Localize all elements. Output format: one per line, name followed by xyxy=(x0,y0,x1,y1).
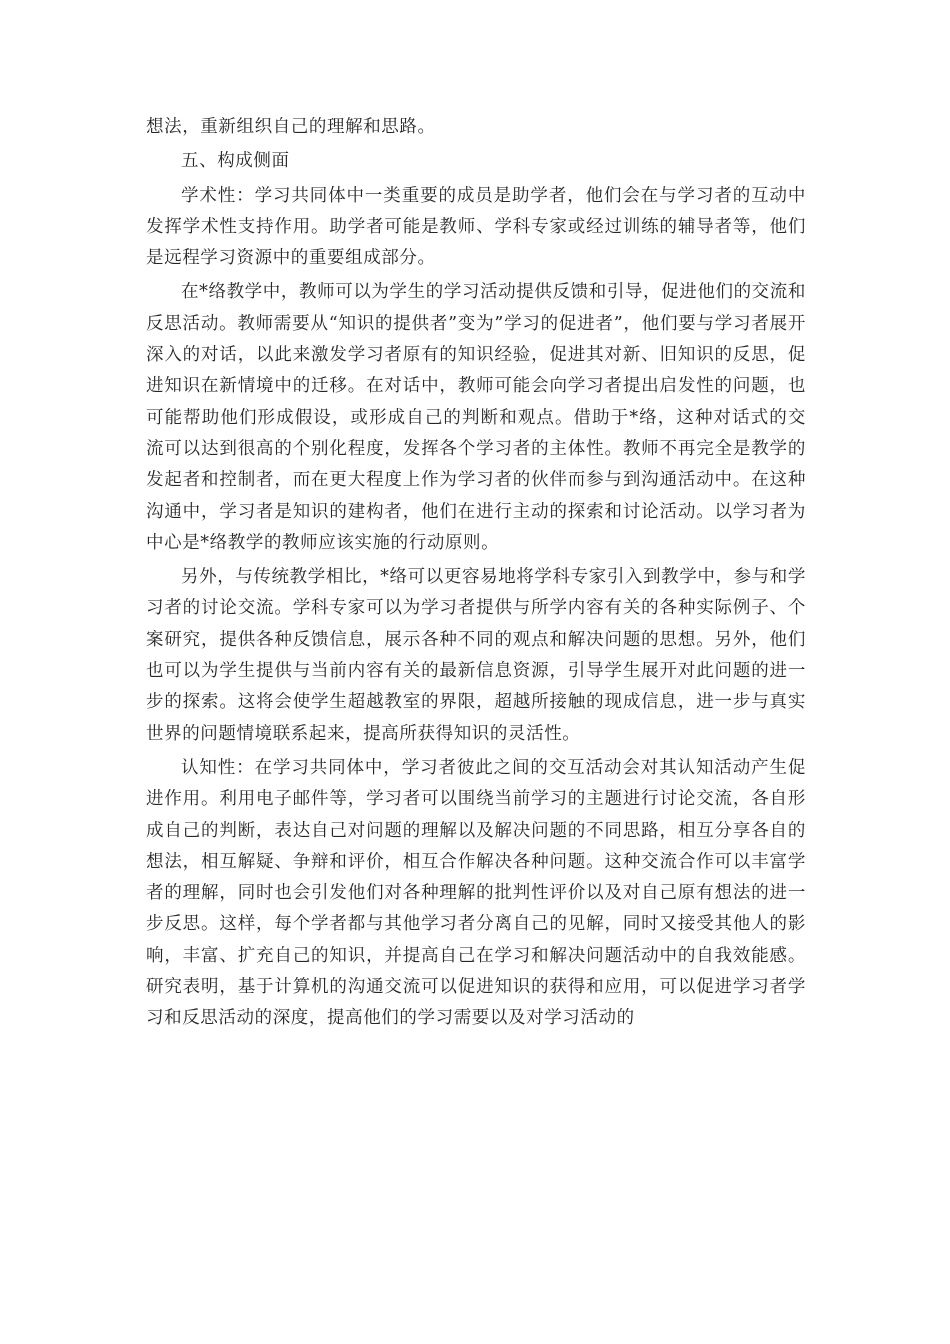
paragraph-teacher-role: 在*络教学中，教师可以为学生的学习活动提供反馈和引导，促进他们的交流和反思活动。教师需要从“知识的提供者”变为”学习的促进者”，他们要与学习者展开深入的对话，以此来激发学习者原有的知识经验，促进其对新、旧知识的反思，促进知识在新情境中的迁移。在对话中，教师可能会向学习者提出启发性的问题，也可能帮助他们形成假设，或形成自己的判断和观点。借助于*络，这种对话式的交流可以达到很高的个别化程度，发挥各个学习者的主体性。教师不再完全是教学的发起者和控制者，而在更大程度上作为学习者的伙伴而参与到沟通活动中。在这种沟通中，学习者是知识的建构者，他们在进行主动的探索和讨论活动。以学习者为中心是*络教学的教师应该实施的行动原则。 xyxy=(146,282,806,553)
paragraph-academic: 学术性：学习共同体中一类重要的成员是助学者，他们会在与学习者的互动中发挥学术性支持作用。助学者可能是教师、学科专家或经过训练的辅导者等，他们是远程学习资源中的重要组成部分。 xyxy=(146,185,806,269)
document-body xyxy=(146,112,806,1038)
paragraph-continuation: 想法，重新组织自己的理解和思路。 xyxy=(146,117,436,137)
section-heading: 五、构成侧面 xyxy=(181,151,290,172)
paragraph-cognitive: 认知性：在学习共同体中，学习者彼此之间的交互活动会对其认知活动产生促进作用。利用电子邮件等，学习者可以围绕当前学习的主题进行讨论交流，各自形成自己的判断，表达自己对问题的理解以及解决问题的不同思路，相互分享各自的想法，相互解疑、争辩和评价，相互合作解决各种问题。这种交流合作可以丰富学者的理解，同时也会引发他们对各种理解的批判性评价以及对自己原有想法的进一步反思。这样，每个学者都与其他学习者分离自己的见解，同时又接受其他人的影响，丰富、扩充自己的知识，并提高自己在学习和解决问题活动中的自我效能感。研究表明，基于计算机的沟通交流可以促进知识的获得和应用，可以促进学习者学习和反思活动的深度，提高他们的学习需要以及对学习活动的 xyxy=(146,757,806,1029)
paragraph-experts: 另外，与传统教学相比，*络可以更容易地将学科专家引入到教学中，参与和学习者的讨论交流。学科专家可以为学习者提供与所学内容有关的各种实际例子、个案研究，提供各种反馈信息，展示各种不同的观点和解决问题的思想。另外，他们也可以为学生提供与当前内容有关的最新信息资源，引导学生展开对此问题的进一步的探索。这将会使学生超越教室的界限，超越所接触的现成信息，进一步与真实世界的问题情境联系起来，提高所获得知识的灵活性。 xyxy=(146,567,806,744)
